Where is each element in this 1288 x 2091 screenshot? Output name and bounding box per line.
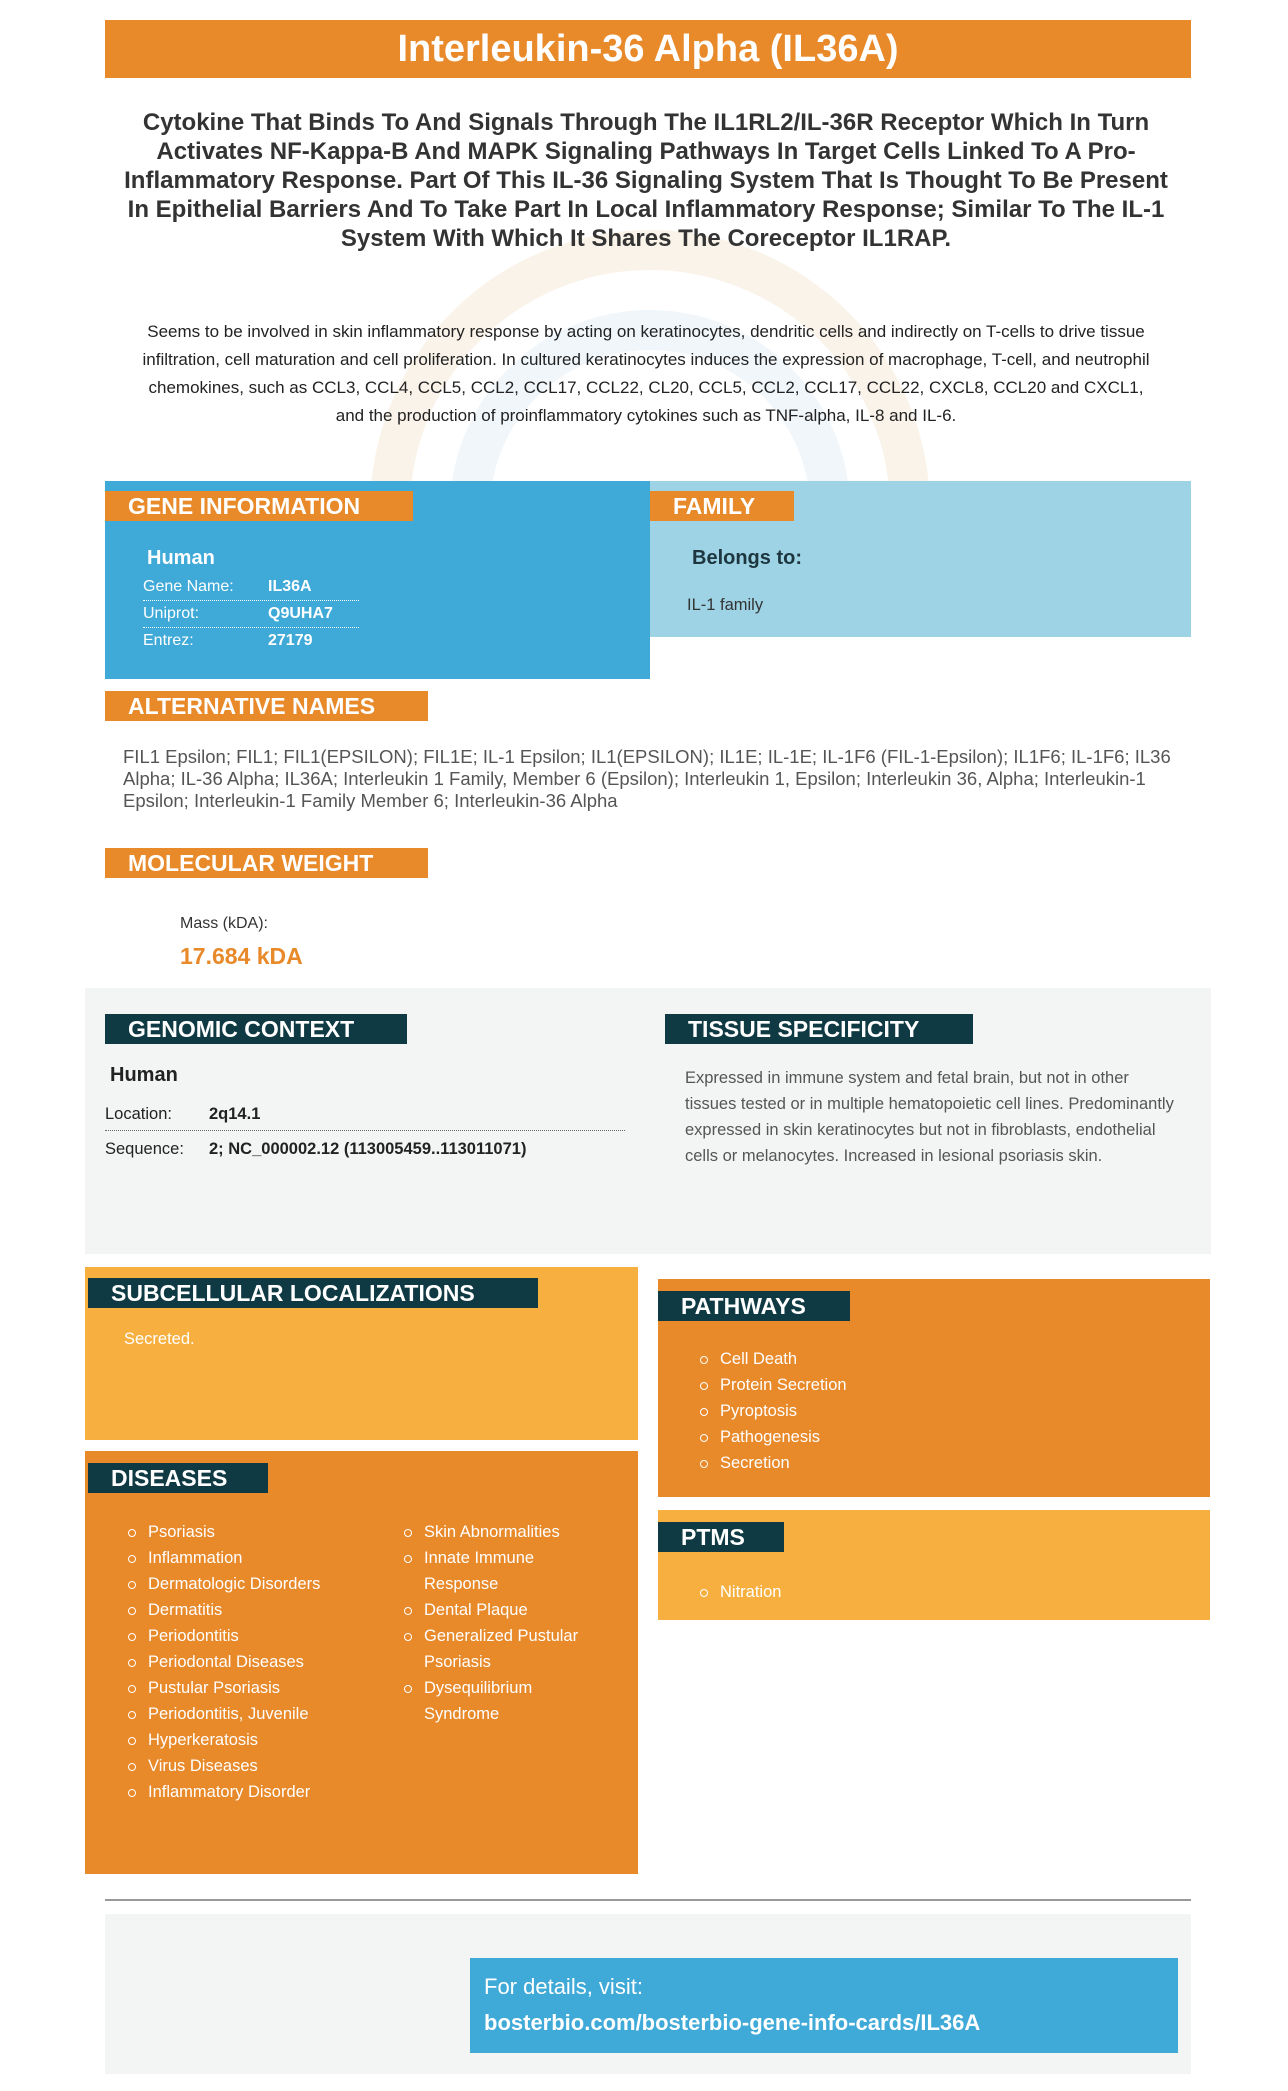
disease-item: Periodontal Diseases [128,1649,378,1675]
alternative-names-text: FIL1 Epsilon; FIL1; FIL1(EPSILON); FIL1E; IL-1 Epsilon; IL1(EPSILON); IL1E; IL-1E; IL-1F6 (FIL-1-Epsilon); IL1F6; IL-1F6; IL36 Alpha; IL-36 Alpha; IL36A; Interleukin 1 Family, Member 6 (Epsilon); Interleukin 1, Epsilon; Interleukin 36, Alpha; Interleukin-1 Epsilon; Interleukin-1 Family Member 6; Interleukin-36 Alpha [123,746,1171,811]
pathway-item: Protein Secretion [700,1372,1000,1398]
gene-information-panel [105,481,650,679]
disease-item: Virus Diseases [128,1753,378,1779]
visit-banner [470,1958,1178,2053]
pathway-item: Pathogenesis [700,1424,1000,1450]
disease-item: Inflammation [128,1545,378,1571]
disease-item: Dermatologic Disorders [128,1571,378,1597]
sequence-value: 2; NC_000002.12 (113005459..113011071) [209,1140,527,1158]
gene-summary: Cytokine That Binds To And Signals Through The IL1RL2/IL-36R Receptor Which In Turn Activates NF-Kappa-B And MAPK Signaling Pathways In Target Cells Linked To A Pro-Inflammatory Response. Part Of This IL-36 Signaling System That Is Thought To Be Present In Epithelial Barriers And To Take Part In Local Inflammatory Response; Similar To The IL-1 System With Which It Shares The Coreceptor IL1RAP. [124,109,1168,252]
subcellular-heading: SUBCELLULAR LOCALIZATIONS [88,1278,538,1308]
gene-name-value: IL36A [268,578,312,595]
gene-name-row [143,574,359,601]
tissue-specificity-text: Expressed in immune system and fetal brain, but not in other tissues tested or in multiple hematopoietic cell lines. Predominantly expressed in skin keratinocytes but not in fibroblasts, endothelial cells or melanocytes. Increased in lesional psoriasis skin. [685,1069,1174,1165]
entrez-label: Entrez: [143,632,194,649]
ptms-heading: PTMS [658,1522,784,1552]
genomic-context-heading: GENOMIC CONTEXT [105,1014,407,1044]
gene-name-label: Gene Name: [143,578,234,595]
diseases-list-left [128,1519,378,1805]
disease-item: Hyperkeratosis [128,1727,378,1753]
disease-item: Dermatitis [128,1597,378,1623]
location-value: 2q14.1 [209,1105,261,1123]
gene-species-label: Human [147,547,215,569]
disease-item: Psoriasis [128,1519,378,1545]
disease-item: Periodontitis, Juvenile [128,1701,378,1727]
uniprot-row [143,601,359,628]
family-panel [650,481,1191,637]
gene-information-heading: GENE INFORMATION [105,491,413,521]
page-title: Interleukin-36 Alpha (IL36A) [105,20,1191,78]
entrez-value: 27179 [268,632,313,649]
visit-link[interactable]: bosterbio.com/bosterbio-gene-info-cards/IL36A [484,2010,981,2035]
family-heading: FAMILY [650,491,794,521]
alternative-names-heading: ALTERNATIVE NAMES [105,691,428,721]
tissue-specificity-heading: TISSUE SPECIFICITY [665,1014,973,1044]
uniprot-value: Q9UHA7 [268,605,333,622]
diseases-list-right [404,1519,604,1727]
pathway-item: Secretion [700,1450,1000,1476]
pathways-list [700,1346,1000,1476]
disease-item: Innate Immune Response [404,1545,604,1597]
disease-item: Dental Plaque [404,1597,604,1623]
sequence-row [105,1140,625,1166]
visit-label: For details, visit: [484,1974,643,1999]
diseases-heading: DISEASES [88,1463,268,1493]
pathway-item: Pyroptosis [700,1398,1000,1424]
disease-item: Dysequilibrium Syndrome [404,1675,604,1727]
disease-item: Periodontitis [128,1623,378,1649]
disease-item: Inflammatory Disorder [128,1779,378,1805]
genomic-species-label: Human [110,1064,178,1086]
uniprot-label: Uniprot: [143,605,200,622]
mass-label: Mass (kDA): [180,915,268,932]
location-row [105,1105,625,1131]
gene-description: Seems to be involved in skin inflammatory response by acting on keratinocytes, dendritic cells and indirectly on T-cells to drive tissue infiltration, cell maturation and cell proliferation. In cultured keratinocytes induces the expression of macrophage, T-cell, and neutrophil chemokines, such as CCL3, CCL4, CCL5, CCL2, CCL17, CCL22, CL20, CCL5, CCL2, CCL17, CCL22, CXCL8, CCL20 and CXCL1, and the production of proinflammatory cytokines such as TNF-alpha, IL-8 and IL-6. [142,322,1150,425]
footer-divider [105,1899,1191,1901]
ptms-list [700,1579,1000,1605]
pathways-heading: PATHWAYS [658,1291,850,1321]
disease-item: Pustular Psoriasis [128,1675,378,1701]
molecular-weight-heading: MOLECULAR WEIGHT [105,848,428,878]
family-belongs-label: Belongs to: [692,547,802,569]
disease-item: Skin Abnormalities [404,1519,604,1545]
mass-value: 17.684 kDA [180,943,303,969]
ptm-item: Nitration [700,1579,1000,1605]
pathway-item: Cell Death [700,1346,1000,1372]
disease-item: Generalized Pustular Psoriasis [404,1623,604,1675]
subcellular-text: Secreted. [124,1330,195,1348]
family-value: IL-1 family [687,596,764,614]
entrez-row [143,628,359,655]
location-label: Location: [105,1105,172,1123]
sequence-label: Sequence: [105,1140,184,1158]
